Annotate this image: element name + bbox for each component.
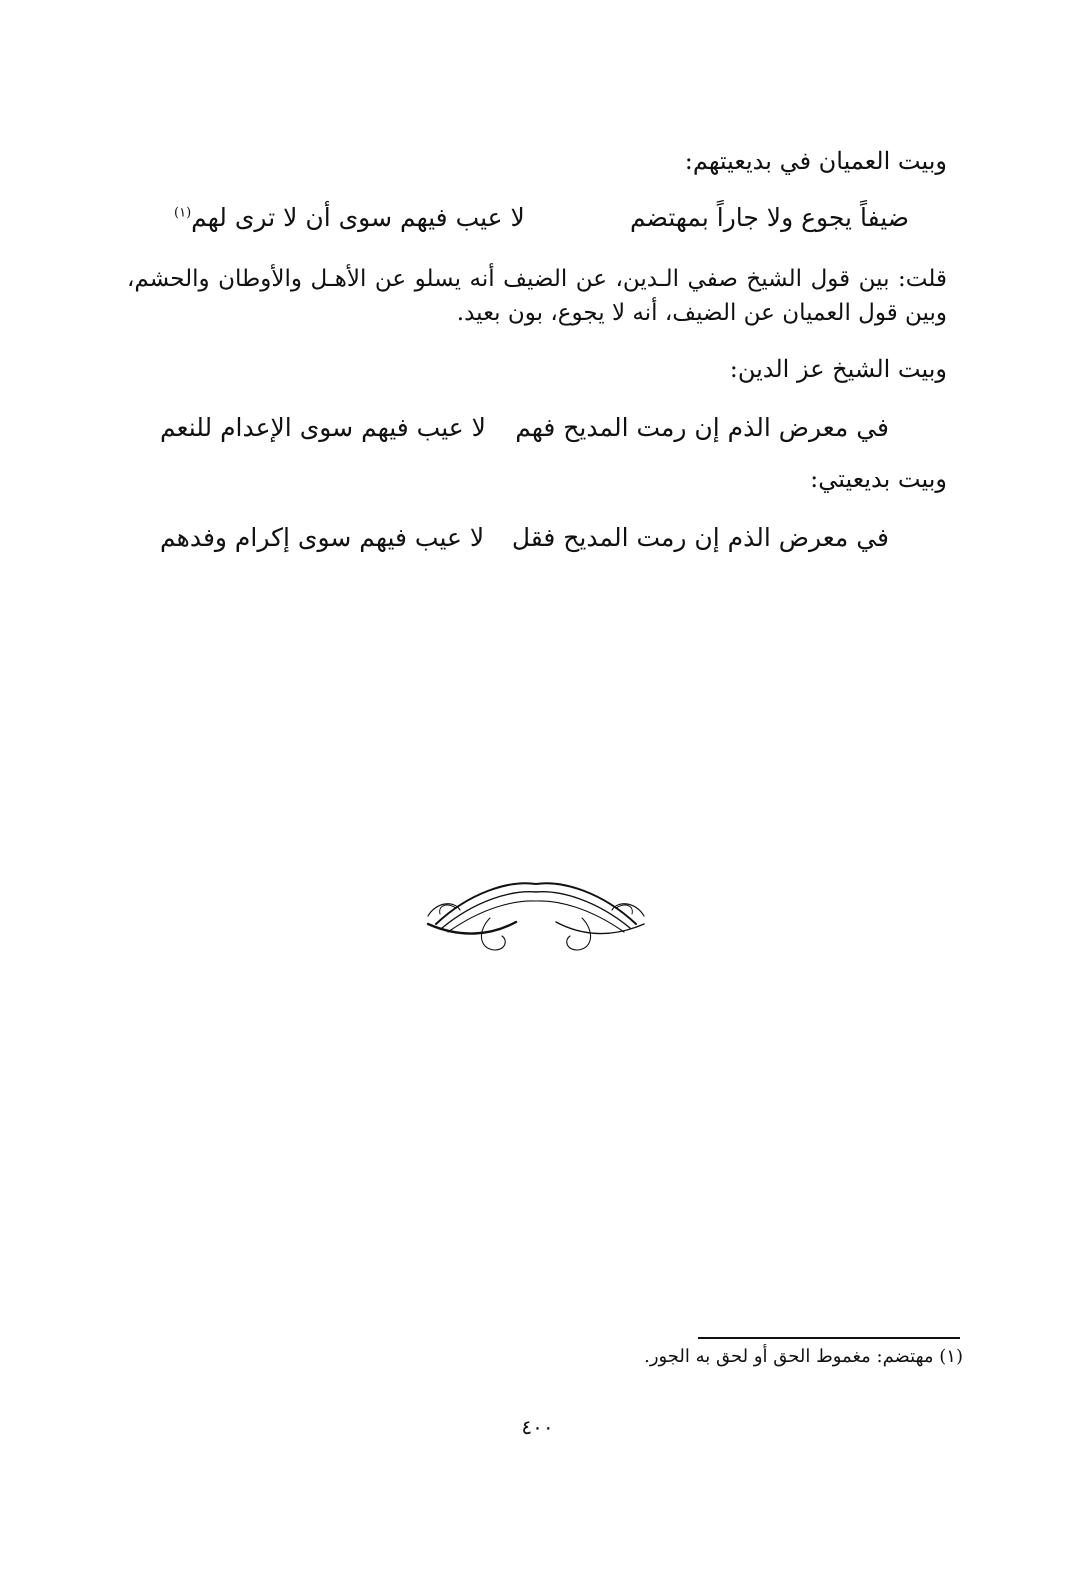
prose-label: قلت: bbox=[898, 266, 947, 292]
footnote-number: (١) bbox=[939, 1346, 963, 1367]
verse-1-second-hemistich-text: لا عيب فيهم سوى أن لا ترى لهم bbox=[191, 203, 525, 232]
heading-izz-al-din: وبيت الشيخ عز الدين: bbox=[729, 355, 947, 383]
footnote-text: مهتضم: مغموط الحق أو لحق به الجور. bbox=[644, 1346, 934, 1367]
footnote bbox=[644, 1346, 963, 1367]
verse-3-second-hemistich: لا عيب فيهم سوى إكرام وفدهم bbox=[160, 523, 485, 552]
footnote-separator bbox=[698, 1337, 960, 1339]
verse-1-first-hemistich: ضيفاً يجوع ولا جاراً بمهتضم bbox=[630, 203, 909, 232]
heading-al-umyan: وبيت العميان في بديعيتهم: bbox=[684, 147, 947, 175]
scroll-flourish-icon bbox=[420, 872, 652, 958]
footnote-mark: (١) bbox=[174, 205, 192, 221]
prose-text: بين قول الشيخ صفي الـدين، عن الضيف أنه يسلو عن الأهـل والأوطان والحشم، وبين قول العميان عن الضيف، أنه لا يجوع، بون بعيد. bbox=[127, 266, 947, 326]
verse-2-second-hemistich: لا عيب فيهم سوى الإعدام للنعم bbox=[160, 413, 486, 442]
verse-3-first-hemistich: في معرض الذم إن رمت المديح فقل bbox=[511, 523, 889, 552]
verse-2-first-hemistich: في معرض الذم إن رمت المديح فهم bbox=[515, 413, 889, 442]
page-number: ٤٠٠ bbox=[521, 1415, 554, 1439]
verse-1-second-hemistich bbox=[174, 203, 525, 232]
heading-my-badiiyya: وبيت بديعيتي: bbox=[810, 465, 947, 493]
prose-comment bbox=[127, 262, 947, 330]
